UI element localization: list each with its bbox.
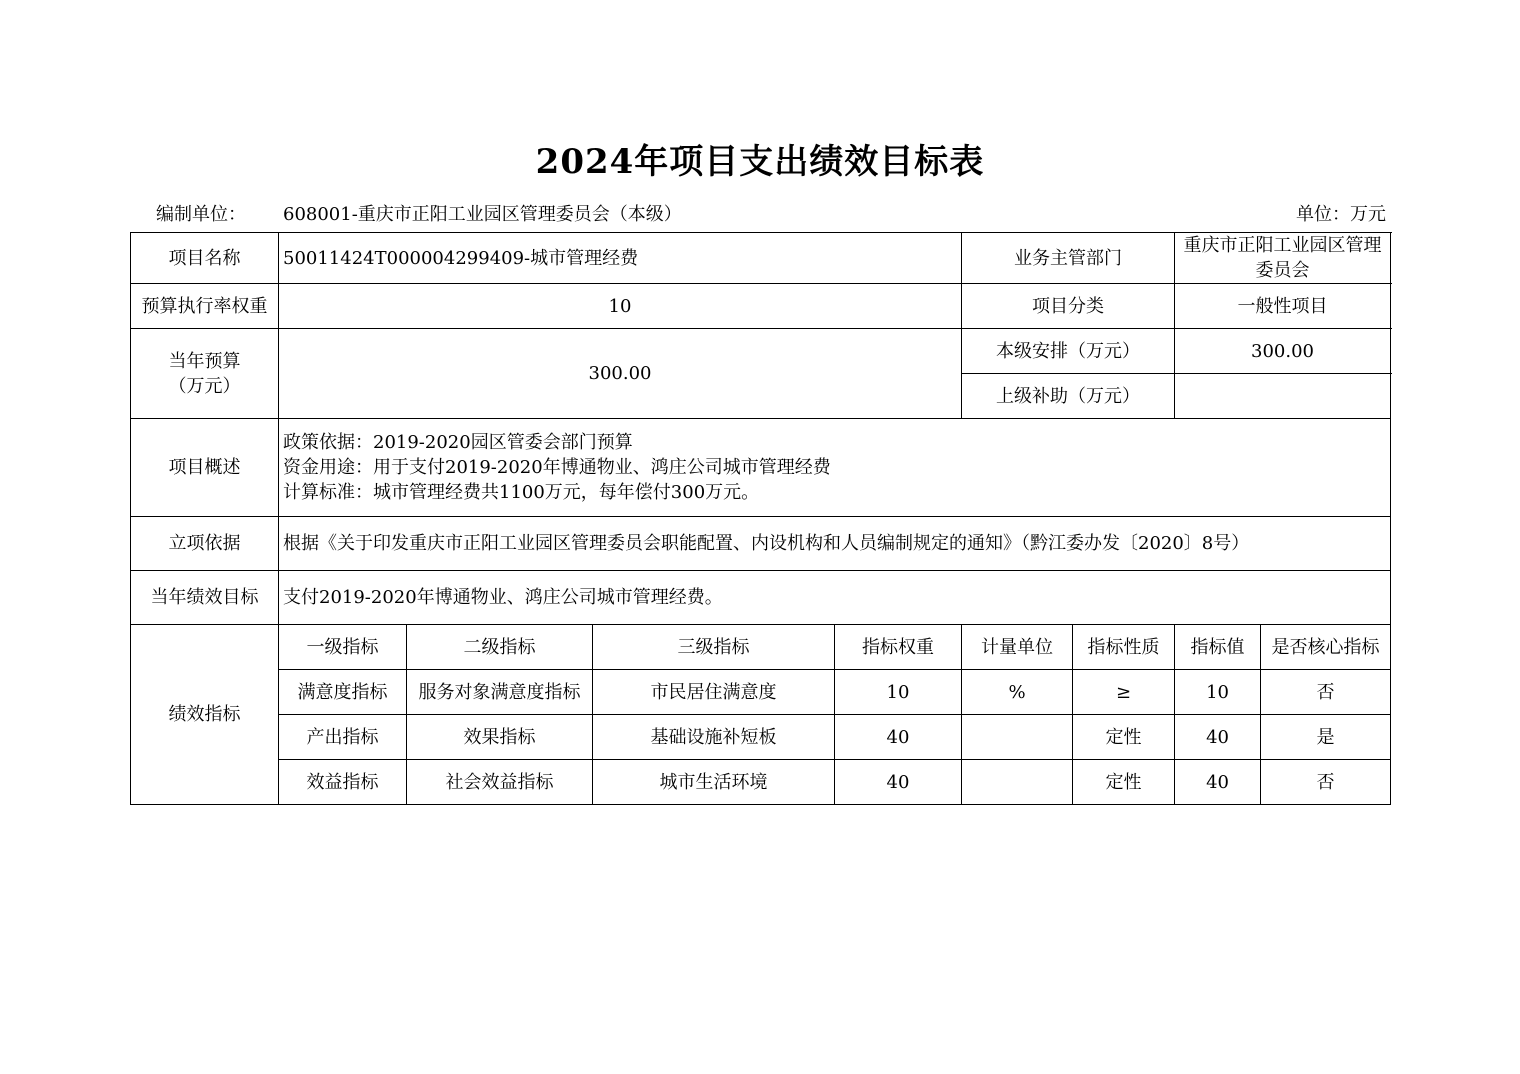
table-row (131, 419, 1391, 517)
indicator-cell: 40 (835, 760, 962, 805)
indicator-cell: 满意度指标 (279, 670, 407, 715)
goal-label: 当年绩效目标 (131, 571, 279, 625)
dept-label: 业务主管部门 (962, 233, 1175, 284)
table-row (131, 625, 1391, 670)
indicator-cell: 40 (1175, 760, 1261, 805)
indicator-cell: ≥ (1073, 670, 1175, 715)
table-row (131, 233, 1391, 284)
performance-table (130, 232, 1391, 805)
indicator-header: 计量单位 (962, 625, 1073, 670)
indicator-header: 三级指标 (593, 625, 835, 670)
org-label: 编制单位： (156, 204, 246, 225)
budget-label (131, 329, 279, 419)
indicator-cell: 效果指标 (407, 715, 593, 760)
indicator-cell: 定性 (1073, 760, 1175, 805)
indicator-cell: 效益指标 (279, 760, 407, 805)
indicator-header: 指标性质 (1073, 625, 1175, 670)
indicator-cell: 城市生活环境 (593, 760, 835, 805)
dept-value: 重庆市正阳工业园区管理委员会 (1175, 233, 1391, 284)
indicator-row (131, 760, 1391, 805)
category-value: 一般性项目 (1175, 284, 1391, 329)
budget-label-line2: （万元） (168, 375, 241, 397)
indicators-label: 绩效指标 (131, 625, 279, 805)
indicator-cell (962, 760, 1073, 805)
indicator-header: 一级指标 (279, 625, 407, 670)
overview-label: 项目概述 (131, 419, 279, 517)
exec-weight-label: 预算执行率权重 (131, 284, 279, 329)
project-name-label: 项目名称 (131, 233, 279, 284)
indicator-cell: 否 (1261, 670, 1391, 715)
local-label: 本级安排（万元） (962, 329, 1175, 374)
indicator-cell: % (962, 670, 1073, 715)
overview-line: 政策依据：2019-2020园区管委会部门预算 (283, 432, 633, 453)
indicator-cell: 10 (835, 670, 962, 715)
budget-value: 300.00 (279, 329, 962, 419)
indicator-cell: 基础设施补短板 (593, 715, 835, 760)
exec-weight-value: 10 (279, 284, 962, 329)
table-row (131, 329, 1391, 374)
unit-label: 单位：万元 (1296, 204, 1386, 225)
indicator-cell: 否 (1261, 760, 1391, 805)
upper-label: 上级补助（万元） (962, 374, 1175, 419)
table-row (131, 571, 1391, 625)
indicator-cell: 10 (1175, 670, 1261, 715)
indicator-cell: 社会效益指标 (407, 760, 593, 805)
indicator-cell: 定性 (1073, 715, 1175, 760)
org-value: 608001-重庆市正阳工业园区管理委员会（本级） (283, 204, 682, 225)
basis-label: 立项依据 (131, 517, 279, 571)
indicator-cell: 服务对象满意度指标 (407, 670, 593, 715)
indicator-header: 指标值 (1175, 625, 1261, 670)
indicator-header: 指标权重 (835, 625, 962, 670)
overview-value (279, 419, 1391, 517)
indicator-row (131, 715, 1391, 760)
indicator-header: 二级指标 (407, 625, 593, 670)
category-label: 项目分类 (962, 284, 1175, 329)
upper-value (1175, 374, 1391, 419)
goal-value: 支付2019-2020年博通物业、鸿庄公司城市管理经费。 (279, 571, 1391, 625)
table-row (131, 517, 1391, 571)
basis-value: 根据《关于印发重庆市正阳工业园区管理委员会职能配置、内设机构和人员编制规定的通知》（黔江委办发〔2020〕8号） (279, 517, 1391, 571)
indicator-cell: 40 (1175, 715, 1261, 760)
indicator-cell: 40 (835, 715, 962, 760)
indicator-header: 是否核心指标 (1261, 625, 1391, 670)
indicator-cell (962, 715, 1073, 760)
indicator-row (131, 670, 1391, 715)
table-row (131, 284, 1391, 329)
page-title: 2024年项目支出绩效目标表 (535, 142, 985, 182)
overview-line: 资金用途：用于支付2019-2020年博通物业、鸿庄公司城市管理经费 (283, 457, 831, 478)
local-value: 300.00 (1175, 329, 1391, 374)
budget-label-line1: 当年预算 (168, 350, 241, 372)
indicator-cell: 产出指标 (279, 715, 407, 760)
project-name-value: 50011424T000004299409-城市管理经费 (279, 233, 962, 284)
indicator-cell: 市民居住满意度 (593, 670, 835, 715)
overview-line: 计算标准：城市管理经费共1100万元，每年偿付300万元。 (283, 482, 760, 503)
indicator-cell: 是 (1261, 715, 1391, 760)
